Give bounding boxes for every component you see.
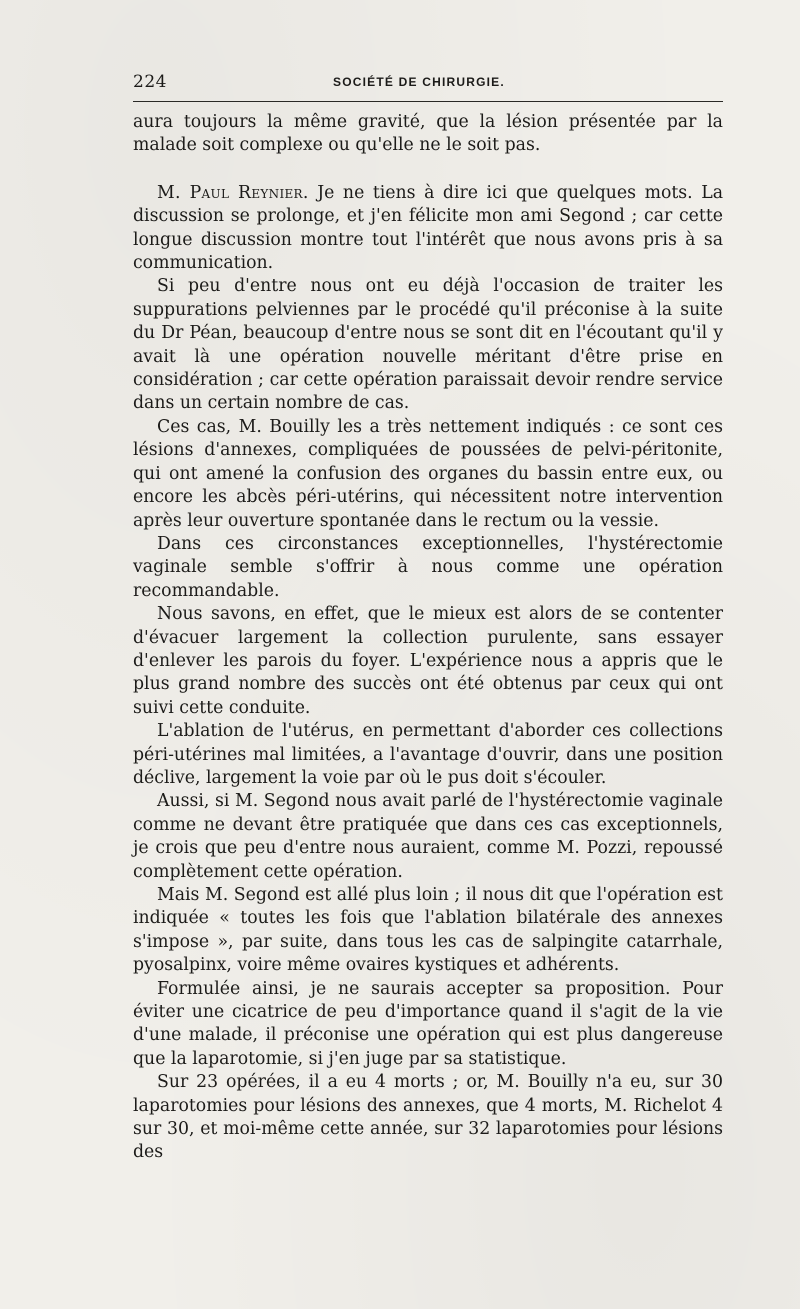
paragraph: L'ablation de l'utérus, en permettant d'aborder ces collections péri-utérines mal limitées, a l'avantage d'ouvrir, dans une position déclive, largement la voie par où le pus doit s'écouler. — [133, 721, 723, 788]
paragraph: Sur 23 opérées, il a eu 4 morts ; or, M. Bouilly n'a eu, sur 30 laparotomies pour lésions des annexes, que 4 morts, M. Richelot 4 sur 30, et moi-même cette année, sur 32 laparotomies pour lésions des — [133, 1072, 723, 1163]
header-rule — [133, 101, 723, 102]
page-header — [133, 72, 723, 96]
paragraph: Formulée ainsi, je ne saurais accepter sa proposition. Pour éviter une cicatrice de peu d'importance quand il s'agit de la vie d'une malade, il préconise une opération qui est plus dangereuse que la laparotomie, si j'en juge par sa statistique. — [133, 978, 723, 1069]
running-title: SOCIÉTÉ DE CHIRURGIE. — [333, 75, 505, 89]
speaker-text: Je ne tiens à dire ici que quelques mots. La discussion se prolonge, et j'en félicite mon ami Segond ; car cette longue discussion montre tout l'intérêt que nous avons pris à sa communication. — [133, 182, 723, 274]
paragraph: Nous savons, en effet, que le mieux est alors de se contenter d'évacuer largement la collection purulente, sans essayer d'enlever les parois du foyer. L'expérience nous a appris que le plus grand nombre des succès ont été obtenus par ceux qui ont suivi cette conduite. — [133, 604, 723, 718]
paragraph: Mais M. Segond est allé plus loin ; il nous dit que l'opération est indiquée « toutes les fois que l'ablation bilatérale des annexes s'impose », par suite, dans tous les cas de salpingite catarrhale, pyosalpinx, voire même ovaires kystiques et adhérents. — [133, 885, 723, 976]
paragraph: Si peu d'entre nous ont eu déjà l'occasion de traiter les suppurations pelviennes par le procédé qu'il préconise à la suite du Dr Péan, beaucoup d'entre nous se sont dit en l'écoutant qu'il y avait là une opération nouvelle méritant d'être prise en considération ; car cette opération paraissait devoir rendre service dans un certain nombre de cas. — [133, 276, 723, 414]
body-text — [133, 111, 723, 1165]
speaker-name: M. Paul Reynier. — [157, 182, 309, 203]
page-number: 224 — [133, 72, 167, 92]
paragraph: Ces cas, M. Bouilly les a très nettement indiqués : ce sont ces lésions d'annexes, compliquées de poussées de pelvi-péritonite, qui ont amené la confusion des organes du bassin entre eux, ou encore les abcès péri-utérins, qui nécessitent notre intervention après leur ouverture spontanée dans le rectum ou la vessie. — [133, 416, 723, 531]
paragraph-continuation: aura toujours la même gravité, que la lésion présentée par la malade soit complexe ou qu'elle ne le soit pas. — [133, 112, 723, 156]
paragraph: Dans ces circonstances exceptionnelles, l'hystérectomie vaginale semble s'offrir à nous comme une opération recommandable. — [133, 533, 723, 601]
paragraph-speaker — [133, 182, 723, 276]
paragraph: Aussi, si M. Segond nous avait parlé de l'hystérectomie vaginale comme ne devant être pratiquée que dans ces cas exceptionnels, je crois que peu d'entre nous auraient, comme M. Pozzi, repoussé complètement cette opération. — [133, 791, 723, 882]
